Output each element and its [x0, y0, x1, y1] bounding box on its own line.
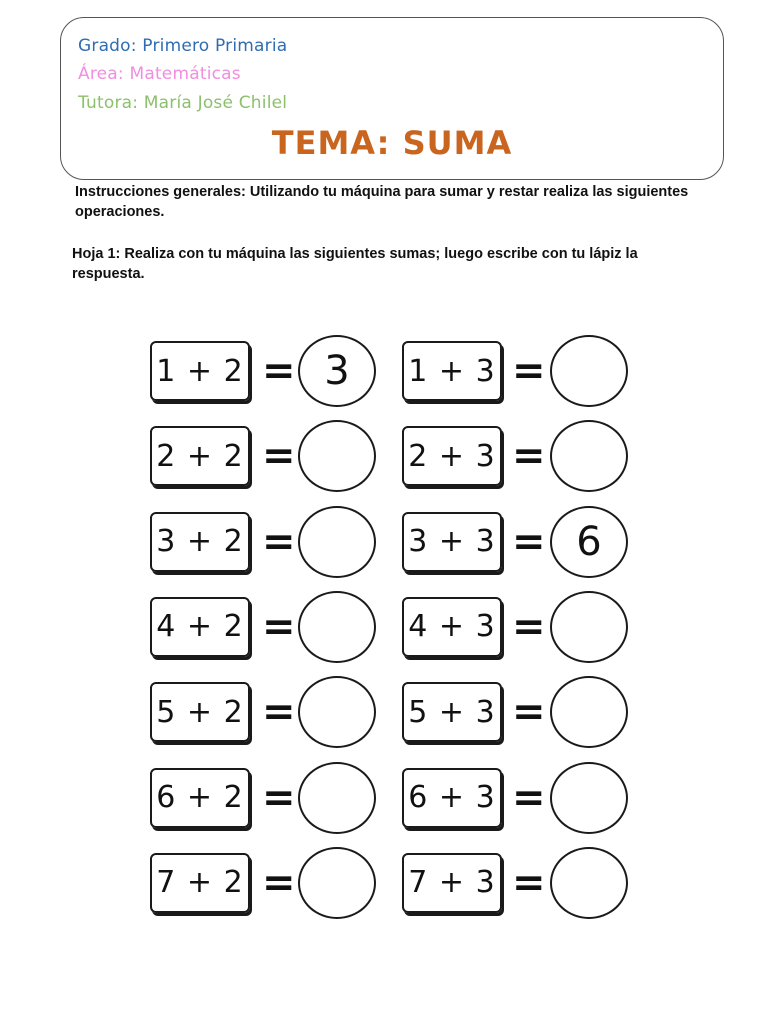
answer-circle[interactable]: 6 [550, 506, 628, 578]
expression-box: 6 + 3 [402, 768, 502, 828]
expression-box: 4 + 3 [402, 597, 502, 657]
answer-circle[interactable] [550, 591, 628, 663]
expression-box: 7 + 2 [150, 853, 250, 913]
equals-sign: = [262, 774, 296, 821]
expression-box: 5 + 3 [402, 682, 502, 742]
equals-sign: = [262, 348, 296, 394]
answer-circle[interactable]: 3 [298, 335, 376, 407]
answer-circle[interactable] [298, 591, 376, 663]
tutor-label: Tutora: María José Chilel [78, 93, 288, 113]
expression-box: 4 + 2 [150, 597, 250, 657]
expression-box: 3 + 2 [150, 512, 250, 572]
expression-box: 7 + 3 [402, 853, 502, 913]
expression-box: 2 + 3 [402, 426, 502, 486]
equals-sign: = [512, 859, 546, 906]
answer-circle[interactable] [550, 762, 628, 834]
general-instructions: Instrucciones generales: Utilizando tu máquina para sumar y restar realiza las siguientes operaciones. [75, 184, 689, 220]
equals-sign: = [512, 348, 546, 394]
equals-sign: = [262, 603, 296, 650]
area-label: Área: Matemáticas [78, 64, 241, 84]
equals-sign: = [262, 689, 296, 736]
equals-sign: = [512, 603, 546, 650]
answer-circle[interactable] [550, 847, 628, 919]
expression-box: 1 + 2 [150, 341, 250, 401]
grade-label: Grado: Primero Primaria [78, 36, 288, 56]
sheet-instructions: Hoja 1: Realiza con tu máquina las siguientes sumas; luego escribe con tu lápiz la respuesta. [72, 246, 638, 282]
answer-circle[interactable] [550, 335, 628, 407]
answer-circle[interactable] [298, 762, 376, 834]
equals-sign: = [262, 518, 296, 565]
expression-box: 5 + 2 [150, 682, 250, 742]
expression-box: 1 + 3 [402, 341, 502, 401]
answer-circle[interactable] [298, 420, 376, 492]
equals-sign: = [512, 774, 546, 821]
answer-circle[interactable] [550, 676, 628, 748]
topic-title: TEMA: SUMA [271, 124, 513, 162]
equals-sign: = [262, 433, 296, 480]
expression-box: 2 + 2 [150, 426, 250, 486]
expression-box: 6 + 2 [150, 768, 250, 828]
equals-sign: = [512, 518, 546, 565]
equals-sign: = [512, 689, 546, 736]
answer-circle[interactable] [298, 506, 376, 578]
equals-sign: = [262, 859, 296, 906]
answer-circle[interactable] [298, 676, 376, 748]
answer-circle[interactable] [550, 420, 628, 492]
answer-circle[interactable] [298, 847, 376, 919]
expression-box: 3 + 3 [402, 512, 502, 572]
equals-sign: = [512, 433, 546, 480]
